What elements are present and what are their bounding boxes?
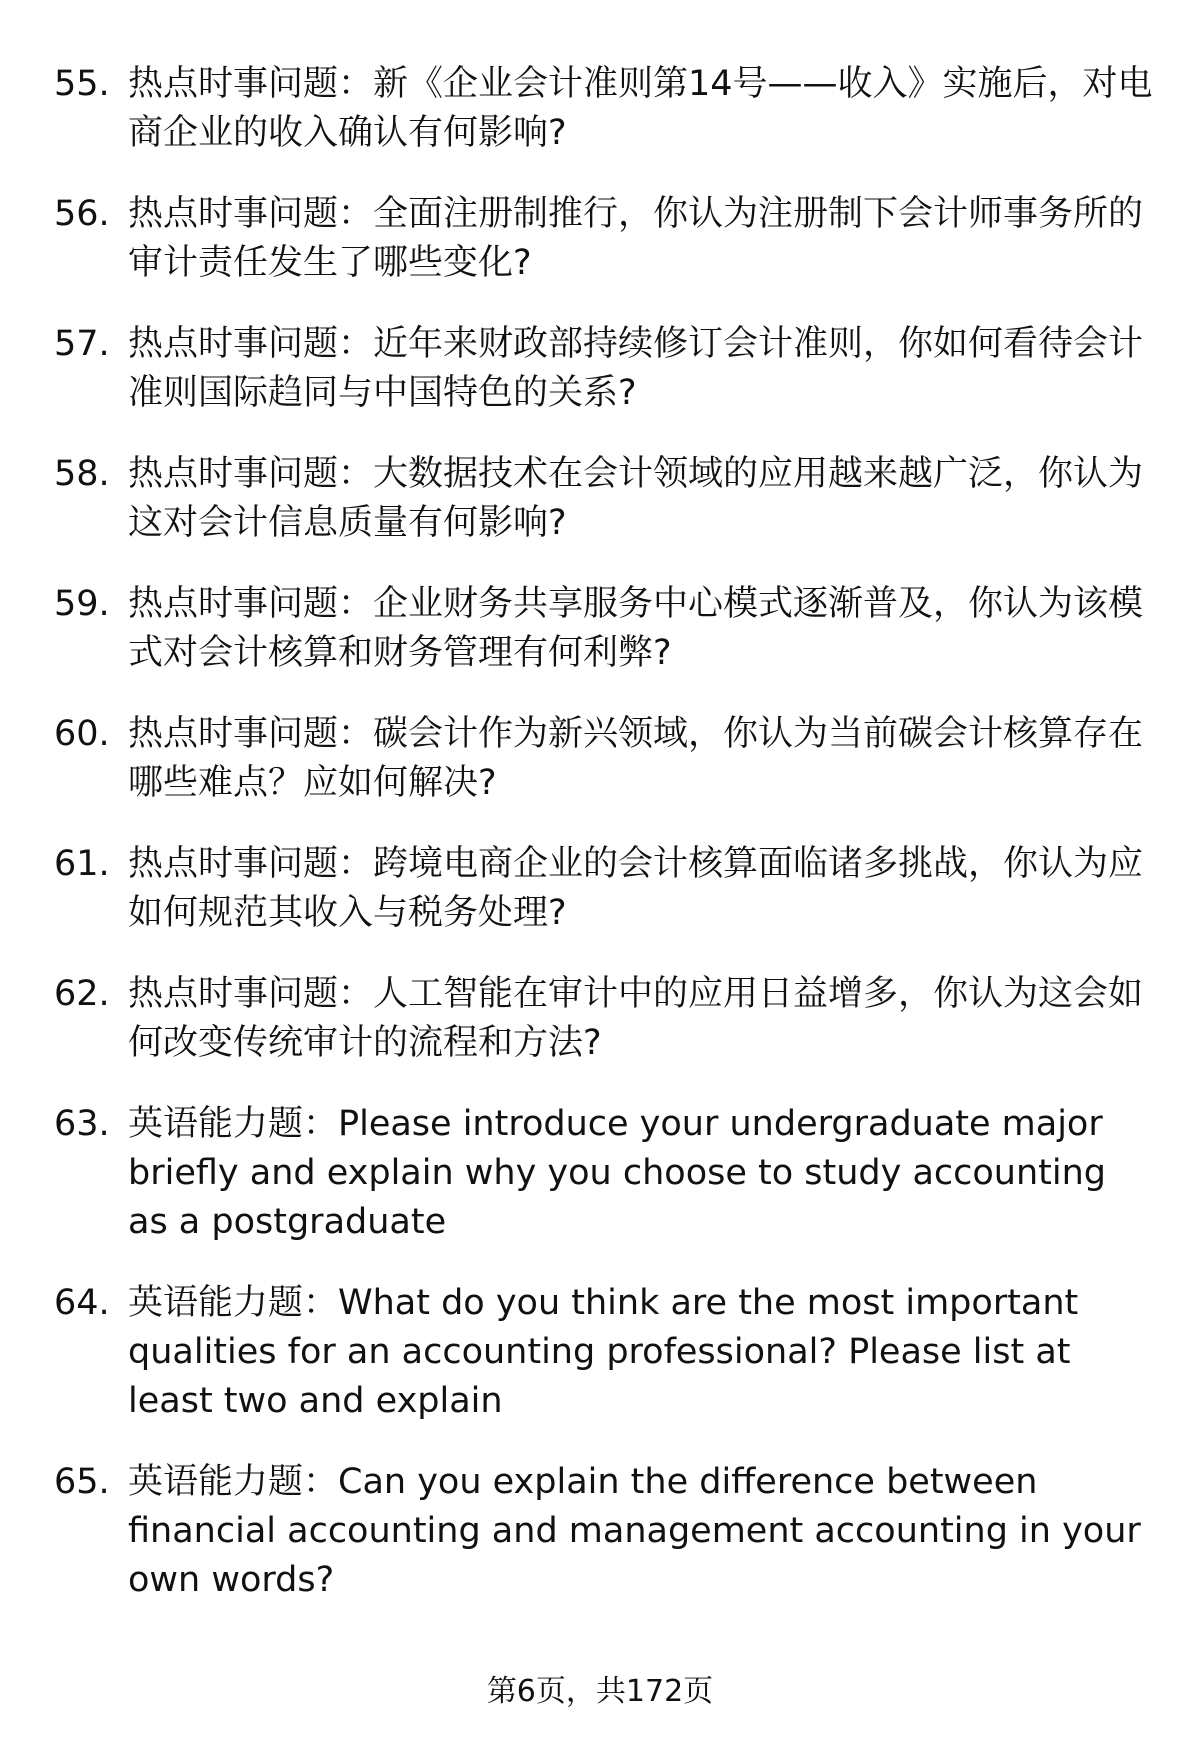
question-item [54, 1100, 1154, 1247]
question-text: 英语能力题：Can you explain the difference between financial accounting and management accounting in your own words? [128, 1462, 1141, 1600]
question-number: 62. [54, 974, 110, 1014]
question-text: 热点时事问题：碳会计作为新兴领域，你认为当前碳会计核算存在哪些难点？应如何解决? [128, 714, 1144, 803]
question-list [54, 60, 1154, 1637]
question-text: 热点时事问题：跨境电商企业的会计核算面临诸多挑战，你认为应如何规范其收入与税务处理? [128, 844, 1144, 933]
question-number: 65. [54, 1462, 110, 1502]
question-number: 64. [54, 1283, 110, 1323]
question-text: 英语能力题：What do you think are the most important qualities for an accounting professional? Please list at least two and explain [128, 1283, 1079, 1421]
question-number: 57. [54, 324, 110, 364]
question-number: 56. [54, 194, 110, 234]
question-text: 热点时事问题：近年来财政部持续修订会计准则，你如何看待会计准则国际趋同与中国特色的关系? [128, 324, 1144, 413]
question-item [54, 710, 1154, 808]
question-item [54, 840, 1154, 938]
question-number: 58. [54, 454, 110, 494]
question-item [54, 1279, 1154, 1426]
question-text: 热点时事问题：新《企业会计准则第14号——收入》实施后，对电商企业的收入确认有何影响? [128, 64, 1153, 153]
question-text: 热点时事问题：人工智能在审计中的应用日益增多，你认为这会如何改变传统审计的流程和方法? [128, 974, 1144, 1063]
page-number-label: 第6页，共172页 [486, 1674, 714, 1709]
question-text: 热点时事问题：全面注册制推行，你认为注册制下会计师事务所的审计责任发生了哪些变化? [128, 194, 1144, 283]
question-item [54, 190, 1154, 288]
question-item [54, 450, 1154, 548]
question-number: 55. [54, 64, 110, 104]
question-item [54, 1458, 1154, 1605]
question-item [54, 60, 1154, 158]
question-item [54, 970, 1154, 1068]
question-number: 61. [54, 844, 110, 884]
question-text: 热点时事问题：大数据技术在会计领域的应用越来越广泛，你认为这对会计信息质量有何影响? [128, 454, 1144, 543]
page-footer [0, 1672, 1200, 1712]
question-text: 英语能力题：Please introduce your undergraduate major briefly and explain why you choose to study accounting as a postgraduate [128, 1104, 1107, 1242]
question-number: 60. [54, 714, 110, 754]
question-number: 63. [54, 1104, 110, 1144]
question-number: 59. [54, 584, 110, 624]
question-text: 热点时事问题：企业财务共享服务中心模式逐渐普及，你认为该模式对会计核算和财务管理有何利弊? [128, 584, 1144, 673]
question-item [54, 320, 1154, 418]
question-item [54, 580, 1154, 678]
